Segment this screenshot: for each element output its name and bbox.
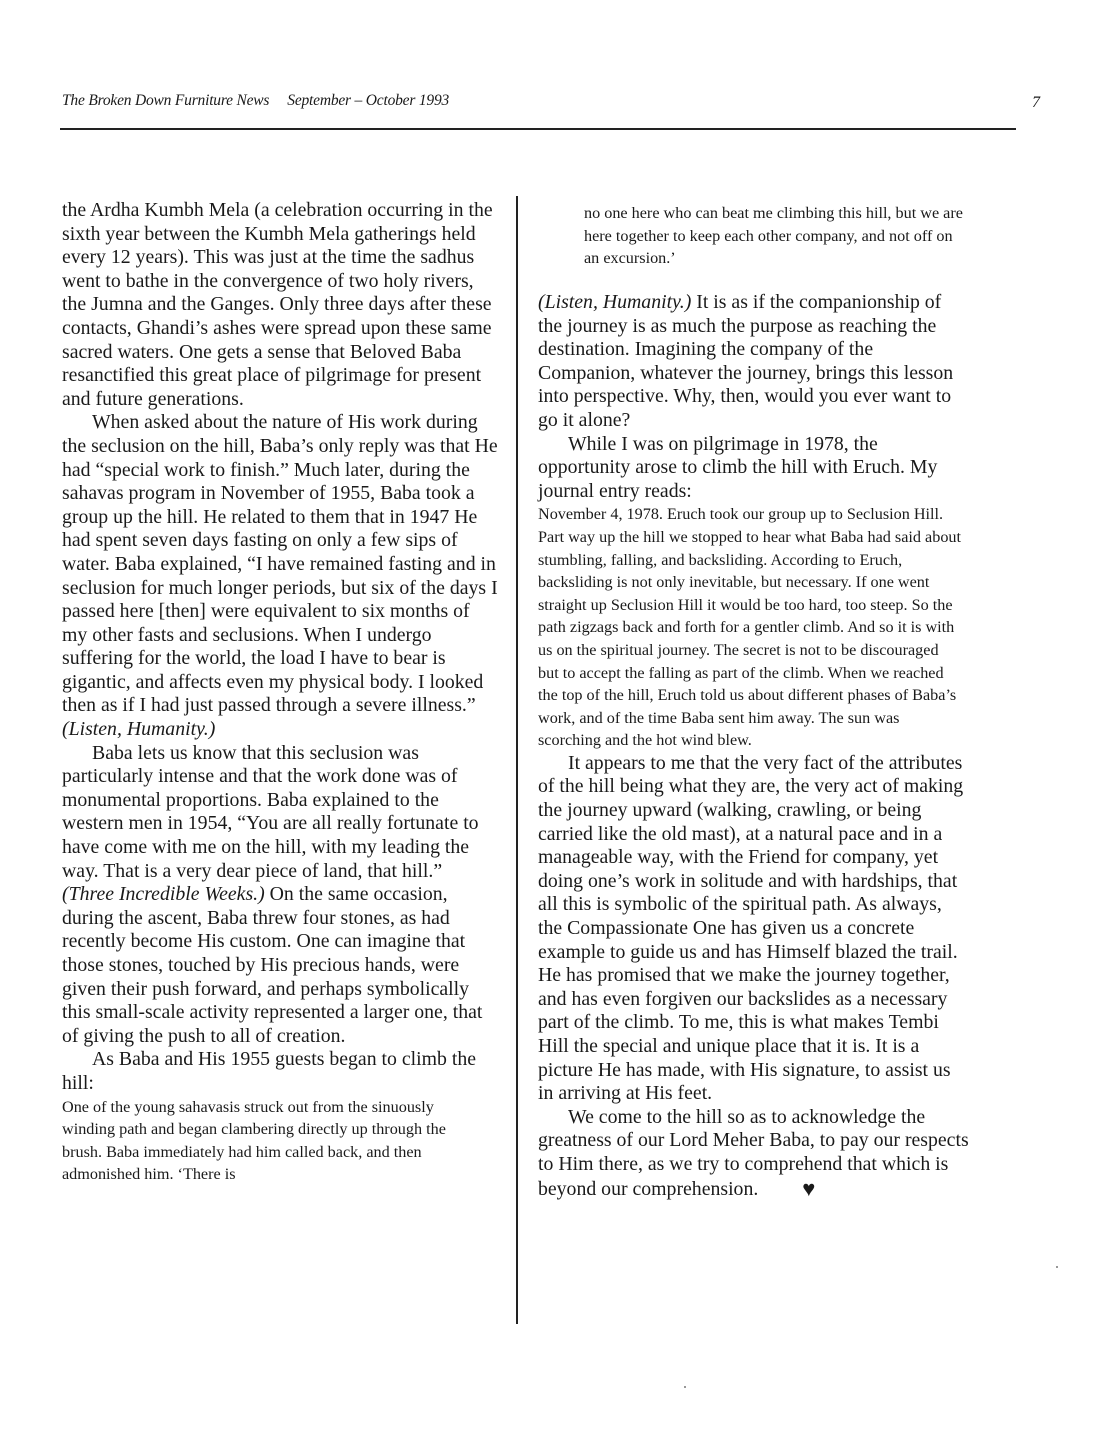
paragraph: It appears to me that the very fact of the attributes of the hill being what they are, the very act of making the journey upward (walking, crawling, or being carried like the old mast), at a natural pace and in a manageable way, with the Friend for company, yet doing one’s work in solitude and with hardships, that all this is symbolic of the spiritual path. As always, the Compassionate One has given us a concrete example to guide us and has Himself blazed the trail. He has promised that we make the journey together, and has even forgiven our backslides as a necessary part of the climb. To me, this is what makes Tembi Hill the special and unique place that it is. It is a picture He has made, with His signature, to assist us in arriving at His feet. bbox=[538, 751, 964, 1105]
paragraph: the Ardha Kumbh Mela (a celebration occurring in the sixth year between the Kumbh Mela gatherings held every 12 years). This was just at the time the sadhus went to bathe in the convergence of two holy rivers, the Jumna and the Ganges. Only three days after these contacts, Ghandi’s ashes were spread upon these same sacred waters. One gets a sense that Beloved Baba resanctified this great place of pilgrimage for present and future generations. bbox=[62, 199, 493, 410]
issue-date: September – October 1993 bbox=[287, 92, 450, 109]
heart-icon: ♥ bbox=[802, 1175, 816, 1201]
block-quote: One of the young sahavasis struck out from the sinuously winding path and began clambering directly up through the brush. Baba immediately had him called back, and then admonished him. ‘There is bbox=[62, 1097, 446, 1184]
paragraph: We come to the hill so as to acknowledge the greatness of our Lord Meher Baba, to pay our respects to Him there, as we try to comprehend that which is beyond our comprehension. ♥ bbox=[538, 1105, 969, 1201]
citation: (Listen, Humanity.) bbox=[62, 718, 216, 741]
scan-speck bbox=[684, 1386, 686, 1388]
scan-speck bbox=[1056, 1266, 1058, 1268]
block-quote-continued: no one here who can beat me climbing this hill, but we are here together to keep each other company, and not off on an excursion.’ bbox=[584, 204, 963, 268]
page-number: 7 bbox=[1032, 94, 1040, 111]
paragraph: Baba lets us know that this seclusion was particularly intense and that the work done was of monumental proportions. Baba explained to the western men in 1954, “You are all really fortunate to have come with me on the hill, with my leading the way. That is a very dear piece of land, that hill.” (Three Incredible Weeks.) On the same occasion, during the ascent, Baba threw four stones, as had recently become His custom. One can imagine that those stones, touched by His precious hands, were given their push forward, and perhaps symbolically this small-scale activity represented a larger one, that of giving the push to all of creation. bbox=[62, 741, 483, 1047]
journal-entry: November 4, 1978. Eruch took our group up to Seclusion Hill. Part way up the hill we stopped to hear what Baba had said about stumbling, falling, and backsliding. According to Eruch, backsliding is not only inevitable, but necessary. If one went straight up Seclusion Hill it would be too hard, too steep. So the path zigzags back and forth for a gentler climb. And so it is with us on the spiritual journey. The secret is not to be discouraged but to accept the falling as part of the climb. When we reached the top of the hill, Eruch told us about different phases of Baba’s work, and of the time Baba sent him away. The sun was scorching and the hot wind blew. bbox=[538, 505, 962, 750]
paragraph: (Listen, Humanity.) It is as if the companionship of the journey is as much the purpose as reaching the destination. Imagining the company of the Companion, whatever the journey, brings this lesson into perspective. Why, then, would you ever want to go it alone? bbox=[538, 291, 954, 431]
paragraph: While I was on pilgrimage in 1978, the opportunity arose to climb the hill with Eruch. My journal entry reads: bbox=[538, 432, 938, 502]
publication-title: The Broken Down Furniture News bbox=[62, 92, 270, 109]
running-header bbox=[62, 92, 449, 110]
header-rule bbox=[60, 128, 1016, 130]
column-divider bbox=[516, 196, 518, 1324]
citation: (Listen, Humanity.) bbox=[538, 291, 692, 313]
paragraph: As Baba and His 1955 guests began to climb the hill: bbox=[62, 1048, 477, 1094]
left-column bbox=[62, 199, 498, 1186]
citation: (Three Incredible Weeks.) bbox=[62, 883, 265, 906]
paragraph: When asked about the nature of His work during the seclusion on the hill, Baba’s only reply was that He had “special work to finish.” Much later, during the sahavas program in November of 1955, Baba took a group up the hill. He related to them that in 1947 He had spent seven days fasting on only a few sips of water. Baba explained, “I have remained fasting and in seclusion for much longer periods, but six of the days I passed here [then] were equivalent to six months of my other fasts and seclusions. When I undergo suffering for the world, the load I have to bear is gigantic, and affects even my physical body. I looked then as if I had just passed through a severe illness.” (Listen, Humanity.) bbox=[62, 411, 498, 741]
right-column bbox=[538, 291, 970, 1201]
